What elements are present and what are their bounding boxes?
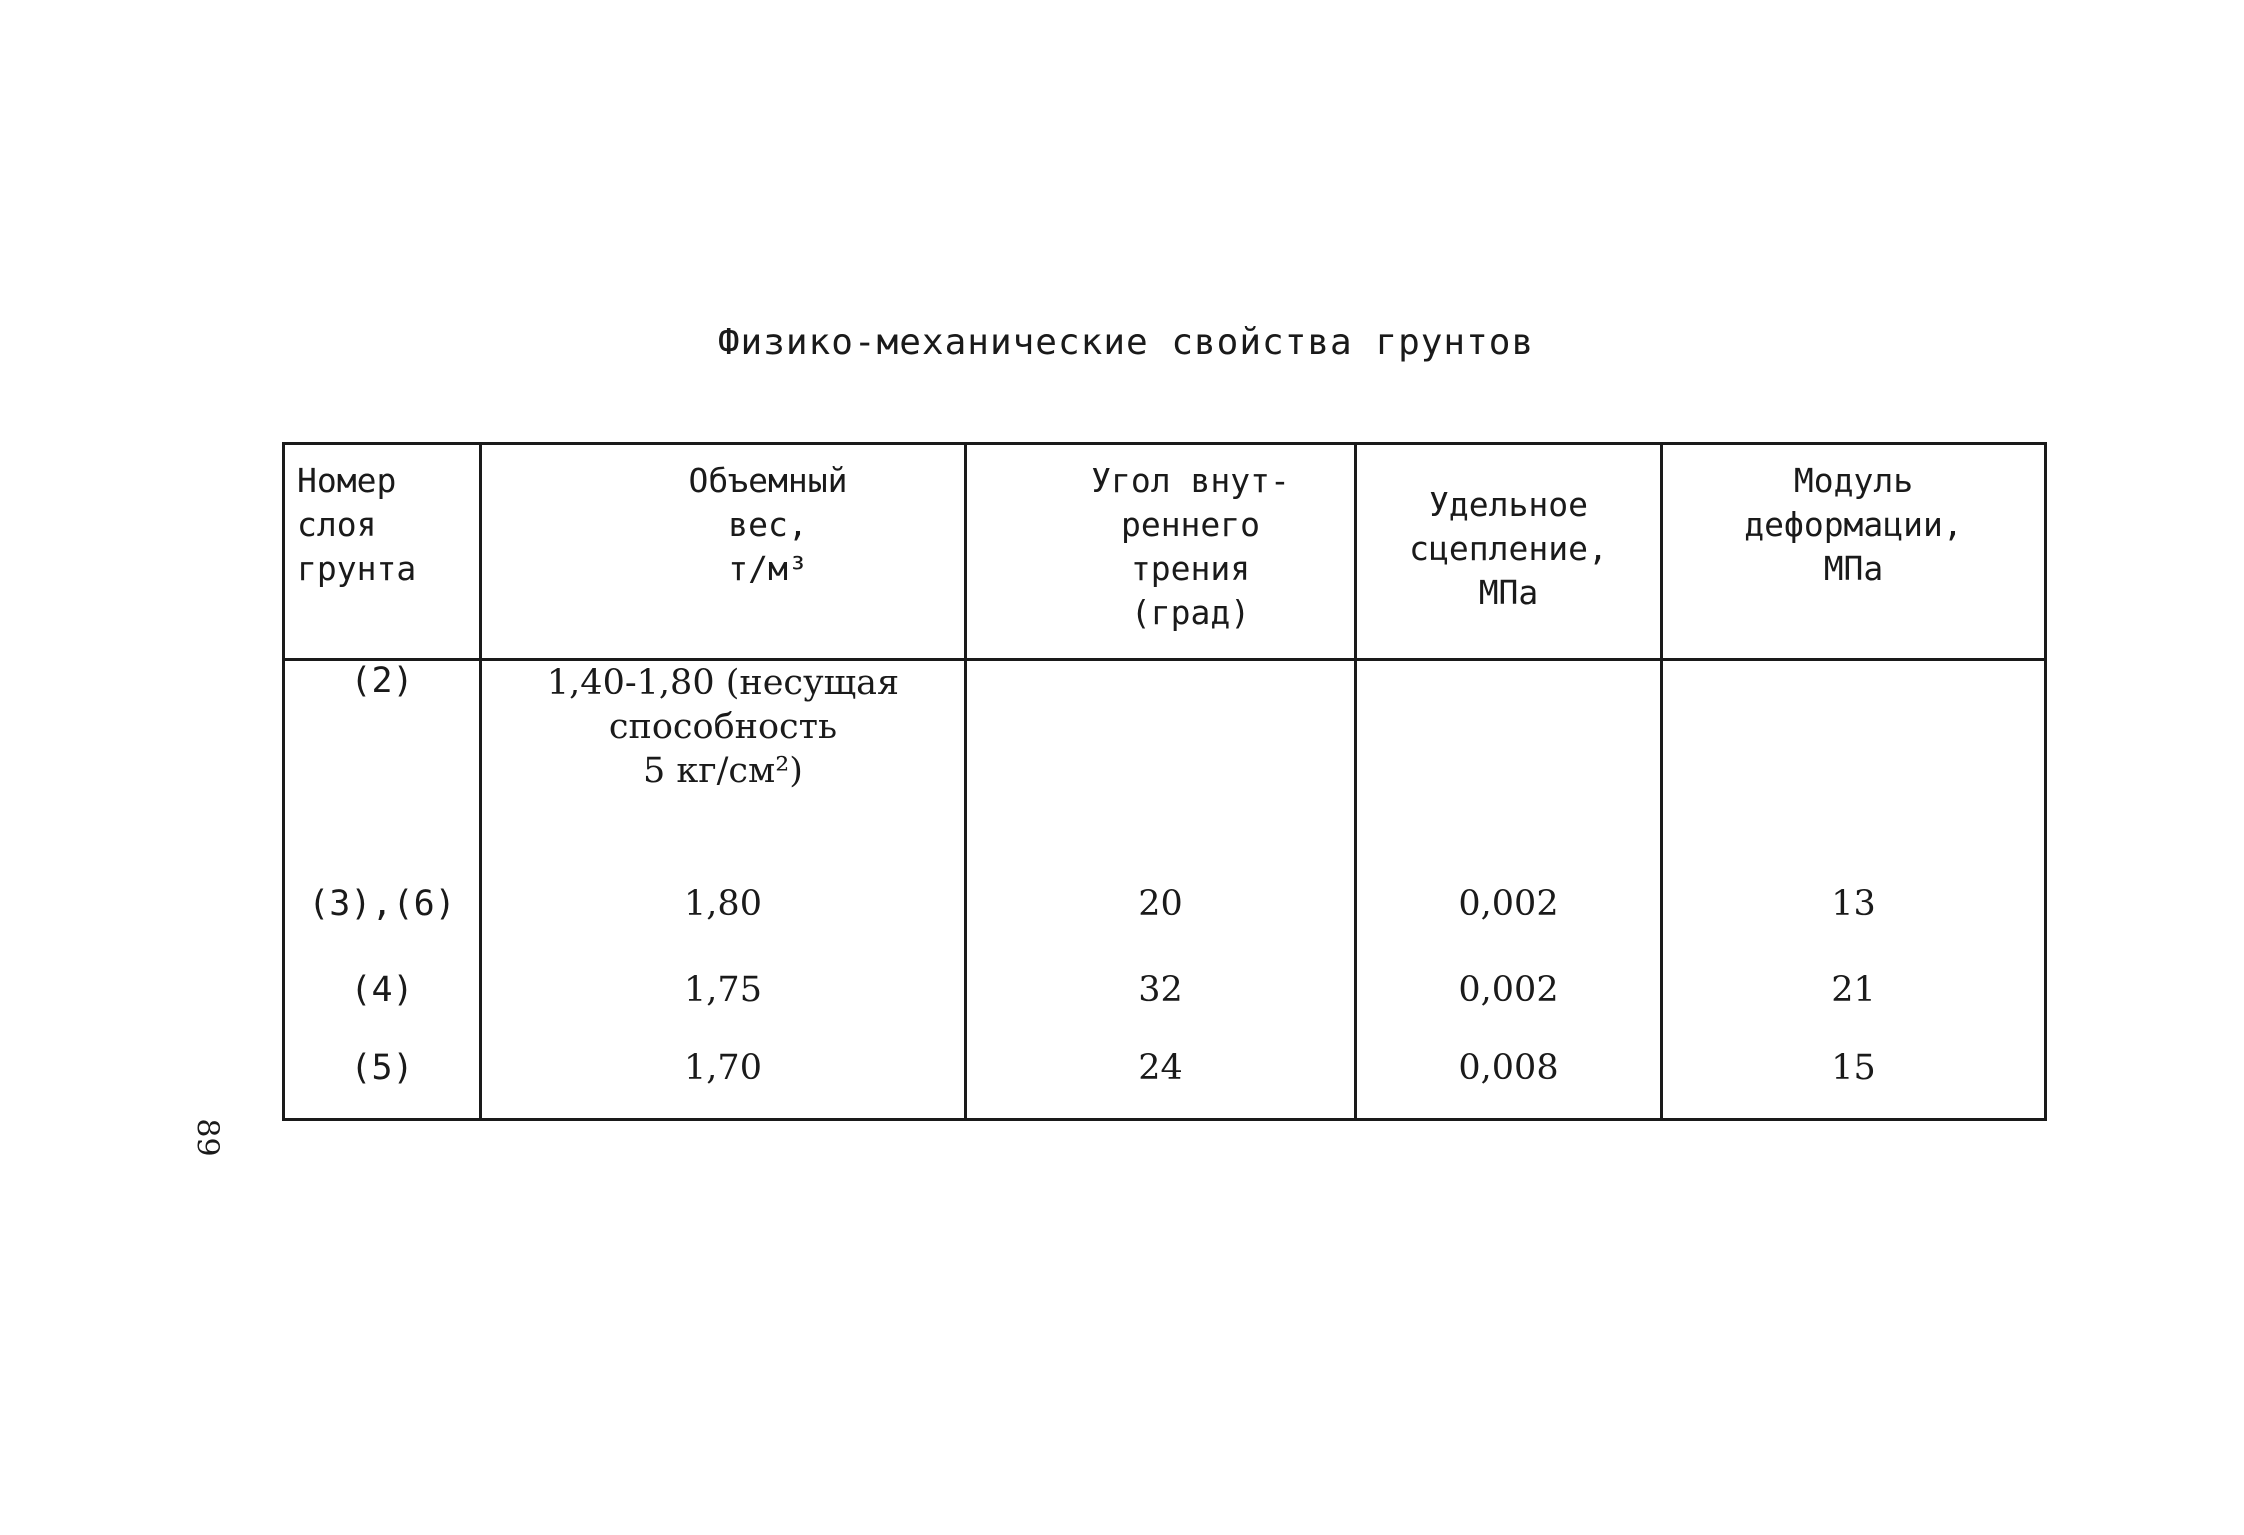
table-row [284,884,2046,970]
cell-friction-angle: 32 [966,970,1356,1048]
cell-unit-weight: 1,80 [481,884,966,970]
cell-cohesion: 0,008 [1356,1048,1662,1120]
page-number: 89 [189,1118,225,1157]
table-header-row [284,444,2046,660]
soil-properties-table [282,442,2047,1121]
table-row [284,970,2046,1048]
cell-unit-weight: 1,75 [481,970,966,1048]
cell-cohesion: 0,002 [1356,884,1662,970]
cell-deformation-modulus [1662,660,2046,884]
cell-friction-angle: 24 [966,1048,1356,1120]
header-deformation-modulus: Модуль деформации, МПа [1662,444,2046,660]
cell-deformation-modulus: 13 [1662,884,2046,970]
cell-friction-angle [966,660,1356,884]
cell-layer: (5) [284,1048,481,1120]
header-layer-number: Номер слоя грунта [284,444,481,660]
cell-layer: (4) [284,970,481,1048]
header-cohesion: Удельное сцепление, МПа [1356,444,1662,660]
cell-friction-angle: 20 [966,884,1356,970]
table-row [284,660,2046,884]
cell-unit-weight: 1,40-1,80 (несущая способность 5 кг/см²) [481,660,966,884]
cell-deformation-modulus: 15 [1662,1048,2046,1120]
table-row [284,1048,2046,1120]
header-unit-weight: Объемный вес, т/м³ [481,444,966,660]
page-title: Физико-механические свойства грунтов [717,322,1535,363]
cell-unit-weight: 1,70 [481,1048,966,1120]
cell-cohesion: 0,002 [1356,970,1662,1048]
cell-layer: (2) [284,660,481,884]
cell-deformation-modulus: 21 [1662,970,2046,1048]
header-friction-angle: Угол внут- реннего трения (град) [966,444,1356,660]
cell-layer: (3),(6) [284,884,481,970]
cell-cohesion [1356,660,1662,884]
